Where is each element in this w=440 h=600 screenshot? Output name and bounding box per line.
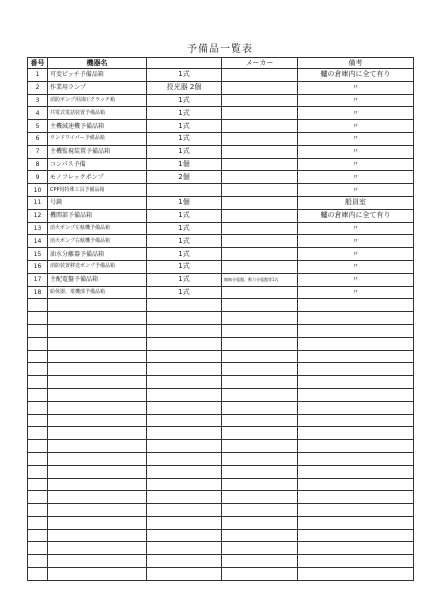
empty-cell bbox=[28, 401, 48, 414]
empty-cell bbox=[28, 465, 48, 478]
row-equipment-name: 共電式電話装置予備品箱 bbox=[48, 107, 147, 120]
empty-cell bbox=[222, 542, 298, 555]
row-equipment-name: 主機減速機予備品箱 bbox=[48, 120, 147, 133]
row-remarks: 〃 bbox=[298, 94, 414, 107]
empty-cell bbox=[222, 465, 298, 478]
empty-table-row bbox=[28, 401, 414, 414]
empty-cell bbox=[48, 504, 147, 517]
empty-table-row bbox=[28, 312, 414, 325]
empty-cell bbox=[222, 555, 298, 568]
empty-cell bbox=[147, 376, 222, 389]
row-equipment-name: 主機監視装置予備品箱 bbox=[48, 145, 147, 158]
empty-cell bbox=[298, 312, 414, 325]
table-row bbox=[28, 158, 414, 171]
table-row bbox=[28, 260, 414, 273]
row-equipment-name: ウンドワイパー予備品箱 bbox=[48, 132, 147, 145]
empty-cell bbox=[147, 388, 222, 401]
row-quantity: 1式 bbox=[147, 69, 222, 82]
row-maker bbox=[222, 248, 298, 261]
empty-cell bbox=[28, 440, 48, 453]
empty-cell bbox=[298, 452, 414, 465]
table-row bbox=[28, 81, 414, 94]
empty-table-row bbox=[28, 452, 414, 465]
empty-cell bbox=[48, 465, 147, 478]
empty-cell bbox=[222, 516, 298, 529]
empty-cell bbox=[28, 504, 48, 517]
table-body bbox=[28, 69, 414, 581]
row-maker bbox=[222, 120, 298, 133]
row-quantity: 1式 bbox=[147, 107, 222, 120]
spare-parts-table bbox=[27, 57, 414, 581]
empty-cell bbox=[28, 299, 48, 312]
empty-cell bbox=[298, 542, 414, 555]
empty-cell bbox=[222, 414, 298, 427]
empty-cell bbox=[222, 491, 298, 504]
row-equipment-name: 作業用ランプ bbox=[48, 81, 147, 94]
table-row bbox=[28, 145, 414, 158]
empty-cell bbox=[147, 465, 222, 478]
row-remarks: 〃 bbox=[298, 286, 414, 299]
empty-cell bbox=[48, 478, 147, 491]
empty-cell bbox=[48, 555, 147, 568]
row-maker bbox=[222, 184, 298, 197]
empty-cell bbox=[147, 299, 222, 312]
row-remarks: 〃 bbox=[298, 107, 414, 120]
empty-cell bbox=[48, 414, 147, 427]
row-quantity: 1式 bbox=[147, 94, 222, 107]
row-remarks: 艫の倉庫内に全て有り bbox=[298, 69, 414, 82]
row-number: 10 bbox=[28, 184, 48, 197]
empty-cell bbox=[298, 516, 414, 529]
empty-cell bbox=[28, 414, 48, 427]
table-row bbox=[28, 107, 414, 120]
empty-cell bbox=[28, 568, 48, 581]
empty-cell bbox=[298, 299, 414, 312]
row-maker bbox=[222, 222, 298, 235]
header-equipment-name: 機器名 bbox=[48, 58, 147, 69]
row-quantity: 1式 bbox=[147, 222, 222, 235]
empty-cell bbox=[28, 542, 48, 555]
row-remarks: 〃 bbox=[298, 171, 414, 184]
row-number: 3 bbox=[28, 94, 48, 107]
empty-table-row bbox=[28, 555, 414, 568]
empty-cell bbox=[298, 529, 414, 542]
row-quantity: 2個 bbox=[147, 171, 222, 184]
row-maker bbox=[222, 132, 298, 145]
row-quantity: 1式 bbox=[147, 120, 222, 133]
table-row bbox=[28, 209, 414, 222]
empty-cell bbox=[147, 312, 222, 325]
empty-cell bbox=[222, 299, 298, 312]
empty-cell bbox=[48, 452, 147, 465]
empty-cell bbox=[48, 299, 147, 312]
empty-cell bbox=[298, 350, 414, 363]
table-row bbox=[28, 196, 414, 209]
empty-cell bbox=[298, 324, 414, 337]
empty-cell bbox=[147, 555, 222, 568]
empty-cell bbox=[147, 542, 222, 555]
row-number: 8 bbox=[28, 158, 48, 171]
row-number: 4 bbox=[28, 107, 48, 120]
empty-cell bbox=[48, 568, 147, 581]
row-remarks: 艫の倉庫内に全て有り bbox=[298, 209, 414, 222]
row-number: 12 bbox=[28, 209, 48, 222]
empty-table-row bbox=[28, 568, 414, 581]
empty-cell bbox=[222, 401, 298, 414]
row-remarks: 〃 bbox=[298, 273, 414, 286]
empty-table-row bbox=[28, 363, 414, 376]
empty-cell bbox=[147, 491, 222, 504]
row-quantity: 1個 bbox=[147, 158, 222, 171]
row-maker bbox=[222, 209, 298, 222]
empty-cell bbox=[298, 504, 414, 517]
header-maker: メーカー bbox=[222, 58, 298, 69]
empty-cell bbox=[298, 427, 414, 440]
empty-cell bbox=[222, 388, 298, 401]
empty-cell bbox=[222, 350, 298, 363]
row-remarks: 〃 bbox=[298, 222, 414, 235]
empty-cell bbox=[48, 337, 147, 350]
header-remarks: 備考 bbox=[298, 58, 414, 69]
empty-cell bbox=[28, 452, 48, 465]
empty-cell bbox=[28, 324, 48, 337]
empty-cell bbox=[298, 491, 414, 504]
empty-cell bbox=[298, 440, 414, 453]
empty-cell bbox=[28, 491, 48, 504]
row-remarks: 〃 bbox=[298, 260, 414, 273]
row-maker bbox=[222, 260, 298, 273]
empty-cell bbox=[147, 401, 222, 414]
empty-cell bbox=[147, 516, 222, 529]
empty-table-row bbox=[28, 542, 414, 555]
empty-cell bbox=[298, 337, 414, 350]
empty-cell bbox=[222, 363, 298, 376]
empty-table-row bbox=[28, 376, 414, 389]
empty-cell bbox=[28, 376, 48, 389]
row-equipment-name: CPP用特殊工具予備品箱 bbox=[48, 184, 147, 197]
row-maker bbox=[222, 196, 298, 209]
row-equipment-name: 主配電盤予備品箱 bbox=[48, 273, 147, 286]
row-maker bbox=[222, 286, 298, 299]
row-equipment-name: 機関部予備品箱 bbox=[48, 209, 147, 222]
table-row bbox=[28, 286, 414, 299]
row-number: 15 bbox=[28, 248, 48, 261]
row-remarks: 〃 bbox=[298, 145, 414, 158]
empty-cell bbox=[147, 568, 222, 581]
empty-cell bbox=[28, 388, 48, 401]
empty-cell bbox=[147, 350, 222, 363]
row-remarks: 〃 bbox=[298, 248, 414, 261]
row-number: 5 bbox=[28, 120, 48, 133]
table-row bbox=[28, 120, 414, 133]
empty-table-row bbox=[28, 337, 414, 350]
empty-table-row bbox=[28, 299, 414, 312]
row-quantity: 1式 bbox=[147, 235, 222, 248]
table-row bbox=[28, 171, 414, 184]
row-number: 2 bbox=[28, 81, 48, 94]
row-quantity: 1式 bbox=[147, 273, 222, 286]
empty-table-row bbox=[28, 388, 414, 401]
row-number: 1 bbox=[28, 69, 48, 82]
empty-cell bbox=[147, 440, 222, 453]
empty-cell bbox=[222, 324, 298, 337]
row-equipment-name: 可変ピッチ予備品箱 bbox=[48, 69, 147, 82]
row-equipment-name: 油水分離器予備品箱 bbox=[48, 248, 147, 261]
empty-cell bbox=[222, 427, 298, 440]
empty-table-row bbox=[28, 529, 414, 542]
empty-cell bbox=[28, 427, 48, 440]
empty-cell bbox=[222, 568, 298, 581]
empty-cell bbox=[147, 337, 222, 350]
row-maker bbox=[222, 235, 298, 248]
table-header-row bbox=[28, 58, 414, 69]
empty-cell bbox=[28, 529, 48, 542]
empty-cell bbox=[147, 324, 222, 337]
row-quantity: 1式 bbox=[147, 286, 222, 299]
row-quantity: 1式 bbox=[147, 260, 222, 273]
empty-cell bbox=[298, 555, 414, 568]
empty-cell bbox=[28, 555, 48, 568]
empty-cell bbox=[298, 363, 414, 376]
empty-cell bbox=[298, 478, 414, 491]
empty-cell bbox=[147, 504, 222, 517]
page-title: 予備品一覧表 bbox=[187, 44, 253, 55]
empty-table-row bbox=[28, 478, 414, 491]
table-row bbox=[28, 235, 414, 248]
row-maker bbox=[222, 94, 298, 107]
row-equipment-name: 給休器、電機部予備品箱 bbox=[48, 286, 147, 299]
empty-cell bbox=[48, 324, 147, 337]
row-number: 6 bbox=[28, 132, 48, 145]
empty-cell bbox=[48, 491, 147, 504]
empty-cell bbox=[28, 478, 48, 491]
row-number: 16 bbox=[28, 260, 48, 273]
empty-cell bbox=[222, 478, 298, 491]
row-remarks: 船員室 bbox=[298, 196, 414, 209]
empty-cell bbox=[48, 427, 147, 440]
empty-cell bbox=[298, 376, 414, 389]
row-maker bbox=[222, 145, 298, 158]
empty-cell bbox=[48, 529, 147, 542]
empty-table-row bbox=[28, 440, 414, 453]
row-maker: 無線分電盤、動力分電盤等1式 bbox=[222, 273, 298, 286]
empty-cell bbox=[147, 452, 222, 465]
empty-cell bbox=[28, 337, 48, 350]
empty-table-row bbox=[28, 324, 414, 337]
row-number: 18 bbox=[28, 286, 48, 299]
empty-cell bbox=[222, 376, 298, 389]
row-remarks: 〃 bbox=[298, 158, 414, 171]
row-maker bbox=[222, 69, 298, 82]
table-row bbox=[28, 184, 414, 197]
row-maker bbox=[222, 158, 298, 171]
row-number: 11 bbox=[28, 196, 48, 209]
row-equipment-name: 消火ポンプ右舷機予備品箱 bbox=[48, 235, 147, 248]
empty-table-row bbox=[28, 350, 414, 363]
table-row bbox=[28, 273, 414, 286]
empty-cell bbox=[48, 516, 147, 529]
empty-cell bbox=[222, 337, 298, 350]
empty-cell bbox=[222, 529, 298, 542]
empty-cell bbox=[48, 350, 147, 363]
row-remarks: 〃 bbox=[298, 81, 414, 94]
empty-cell bbox=[48, 312, 147, 325]
row-equipment-name: コンパス予備 bbox=[48, 158, 147, 171]
row-quantity: 1式 bbox=[147, 132, 222, 145]
empty-cell bbox=[222, 312, 298, 325]
row-number: 9 bbox=[28, 171, 48, 184]
row-quantity: 1式 bbox=[147, 209, 222, 222]
empty-cell bbox=[298, 568, 414, 581]
row-maker bbox=[222, 171, 298, 184]
row-quantity bbox=[147, 184, 222, 197]
table-row bbox=[28, 248, 414, 261]
row-number: 17 bbox=[28, 273, 48, 286]
empty-cell bbox=[147, 529, 222, 542]
table-row bbox=[28, 94, 414, 107]
row-number: 14 bbox=[28, 235, 48, 248]
row-quantity: 投光器 2個 bbox=[147, 81, 222, 94]
empty-cell bbox=[222, 504, 298, 517]
empty-cell bbox=[147, 427, 222, 440]
row-remarks: 〃 bbox=[298, 184, 414, 197]
row-equipment-name: モノフレックポンプ bbox=[48, 171, 147, 184]
empty-cell bbox=[48, 440, 147, 453]
header-number: 番号 bbox=[28, 58, 48, 69]
empty-cell bbox=[48, 388, 147, 401]
row-maker bbox=[222, 107, 298, 120]
row-quantity: 1式 bbox=[147, 145, 222, 158]
row-remarks: 〃 bbox=[298, 120, 414, 133]
empty-cell bbox=[48, 542, 147, 555]
empty-table-row bbox=[28, 465, 414, 478]
empty-cell bbox=[298, 414, 414, 427]
empty-cell bbox=[48, 401, 147, 414]
empty-cell bbox=[298, 388, 414, 401]
empty-table-row bbox=[28, 427, 414, 440]
row-maker bbox=[222, 81, 298, 94]
row-quantity: 1個 bbox=[147, 196, 222, 209]
row-remarks: 〃 bbox=[298, 132, 414, 145]
row-equipment-name: 消火ポンプ左舷機予備品箱 bbox=[48, 222, 147, 235]
empty-cell bbox=[28, 516, 48, 529]
table-row bbox=[28, 222, 414, 235]
empty-table-row bbox=[28, 491, 414, 504]
empty-cell bbox=[147, 414, 222, 427]
empty-table-row bbox=[28, 516, 414, 529]
empty-cell bbox=[28, 350, 48, 363]
empty-cell bbox=[147, 363, 222, 376]
row-equipment-name: 消防ポンプ用油圧クラッチ箱 bbox=[48, 94, 147, 107]
row-equipment-name: 消防装置移送ポンプ予備品箱 bbox=[48, 260, 147, 273]
empty-table-row bbox=[28, 504, 414, 517]
row-quantity: 1式 bbox=[147, 248, 222, 261]
empty-cell bbox=[28, 312, 48, 325]
header-quantity bbox=[147, 58, 222, 69]
empty-cell bbox=[222, 440, 298, 453]
row-number: 7 bbox=[28, 145, 48, 158]
empty-cell bbox=[298, 465, 414, 478]
table-row bbox=[28, 69, 414, 82]
empty-cell bbox=[48, 363, 147, 376]
table-row bbox=[28, 132, 414, 145]
empty-cell bbox=[222, 452, 298, 465]
row-remarks: 〃 bbox=[298, 235, 414, 248]
empty-table-row bbox=[28, 414, 414, 427]
empty-cell bbox=[298, 401, 414, 414]
row-equipment-name: 号鐘 bbox=[48, 196, 147, 209]
empty-cell bbox=[48, 376, 147, 389]
empty-cell bbox=[147, 478, 222, 491]
row-number: 13 bbox=[28, 222, 48, 235]
empty-cell bbox=[28, 363, 48, 376]
